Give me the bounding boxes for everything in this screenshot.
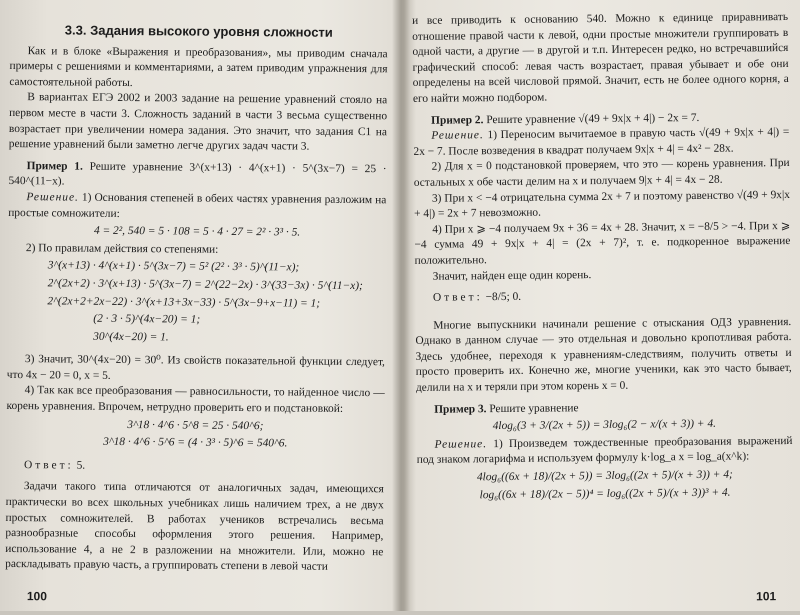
left-page: [5, 10, 388, 614]
answer-label: Ответ:: [23, 458, 74, 472]
solution-label: Решение.: [26, 191, 79, 204]
section-title: 3.3. Задания высокого уровня сложности: [64, 22, 333, 40]
formula-check-2: 3^18 · 4^6 · 5^6 = (4 · 3³ · 5)^6 = 540^6.: [103, 436, 288, 450]
example-1-task: [8, 159, 386, 193]
example-2-heading: Пример 2.: [431, 113, 484, 127]
formula-power-3: 2^(2x+2+2x−22) · 3^(x+13+3x−33) · 5^(3x−9+x−11) = 1;: [47, 294, 321, 310]
formula-power-5: 30^(4x−20) = 1.: [93, 330, 169, 344]
book-fold-shadow: [392, 0, 410, 611]
example-2-task-text: Решите уравнение √(49 + 9x|x + 4|) − 2x = 7.: [486, 111, 700, 126]
answer-value-2: −8/5; 0.: [485, 290, 522, 304]
formula-power-4: (2 · 3 · 5)^(4x−20) = 1;: [93, 312, 201, 326]
formula-check-1: 3^18 · 4^6 · 5^8 = 25 · 540^6;: [127, 418, 264, 432]
example-3-heading: Пример 3.: [434, 402, 487, 416]
solution-label-3: Решение.: [434, 438, 488, 451]
example-3-task: [416, 399, 792, 419]
answer-value: 5.: [76, 459, 86, 472]
right-page: [412, 10, 794, 615]
example-2-step-5: Значит, найден еще один корень.: [432, 268, 592, 283]
continuation-paragraph: и все приводить к основанию 540. Можно к единице приравнивать отношение правой части к левой, одни простые множители группировать в одной части, а другие — в другой и т.п. Интересен редко, но встречавшийся графический способ: левая часть возрастает, правая убывает и обе они определены на всей числовой прямой. Значит, есть не более одного корня, а его найти можно подбором.: [412, 10, 789, 105]
formula-power-1: 3^(x+13) · 4^(x+1) · 5^(3x−7) = 5² (2² · 3³ · 5)^(11−x);: [47, 259, 300, 274]
example-2-step-3: 3) При x < −4 отрицательна сумма 2x + 7 и поэтому равенство √(49 + 9x|x + 4|) = 2x + 7 невозможно.: [414, 188, 790, 221]
example-3-step-1: [416, 434, 792, 469]
example-2-step-2: 2) Для x = 0 подстановкой проверяем, что это — корень уравнения. При остальных x обе части делим на x и получаем 9|x + 4| = 4x − 28.: [413, 157, 790, 189]
answer-label-2: Ответ:: [432, 291, 483, 304]
solution-step-1-text: 1) Основания степеней в обеих частях уравнения разложим на простые сомножители:: [8, 191, 387, 220]
formula-power-2: 2^(2x+2) · 3^(x+13) · 5^(3x−7) = 2^(22−2x) · 3^(33−3x) · 5^(11−x);: [47, 277, 363, 292]
example-1-solution-step-1: [8, 190, 386, 224]
intro-paragraph-1: Как и в блоке «Выражения и преобразования», мы приводим сначала примеры с решениями и комментариями, а затем приводим упражнения для самостоятельной работы.: [9, 44, 388, 89]
formula-log-2: log₆((6x + 18)/(2x − 5))⁴ = log₆((2x + 5)/(x + 3))³ + 4.: [479, 486, 731, 501]
intro-paragraph-2: В вариантах ЕГЭ 2002 и 2003 задание на решение уравнений стояло на первом месте в части 3. Сложность заданий в части 3 весьма существенно возрастает при увеличении номера задания. Это значит, что задания С1 на решение уравнений были заметно легче других задач части 3.: [8, 91, 388, 153]
example-1-step-2: 2) По правилам действия со степенями:: [25, 241, 219, 256]
page-number-right: 101: [756, 589, 777, 604]
tail-paragraph: Задачи такого типа отличаются от аналогичных задач, имеющихся практически во всех школьных учебниках лишь наличием трех, а не двух простых сомножителей. В работах учеников встречались весьма разнообразные способы оформления этого решения. Например, использование 4, а не 2 в разложении на множители. Или, можно не раскладывать правую часть, а группировать степени в левой части: [5, 480, 384, 574]
example-3-step-1-text: 1) Произведем тождественные преобразования выражений под знаком логарифма и используем формулу k·log_a x = log_a(x^k):: [416, 434, 793, 467]
formula-example-3: 4log₆(3 + 3/(2x + 5)) = 3log₆(2 − x/(x + 3)) + 4.: [492, 418, 717, 433]
example-2-step-1: [413, 125, 789, 160]
formula-factorization: 4 = 2², 540 = 5 · 108 = 5 · 4 · 27 = 2² · 3³ · 5.: [93, 224, 301, 239]
example-2-step-1-text: 1) Переносим вычитаемое в правую часть √(49 + 9x|x + 4|) = 2x − 7. После возведения в квадрат получаем 9x|x + 4| = 4x² − 28x.: [413, 126, 790, 158]
example-1-step-4: 4) Так как все преобразования — равносильности, то найденное число — корень уравнения. Впрочем, нетрудно проверить его и подстановкой:: [6, 384, 385, 415]
odz-paragraph: Многие выпускники начинали решение с отыскания ОДЗ уравнения. Однако в данном случае — это отдельная и довольно кропотливая работа. Здесь удобнее, переходя к уравнениям-следствиям, получить ответы и просто проверить их. Конечно же, многие ученики, как это часто бывает, делили на x и теряли при этом корень x = 0.: [415, 315, 792, 394]
solution-label-2: Решение.: [431, 129, 484, 142]
example-1-task-text: Решите уравнение 3^(x+13) · 4^(x+1) · 5^(3x−7) = 25 · 540^(11−x).: [8, 160, 387, 188]
example-1-step-3: 3) Значит, 30^(4x−20) = 30⁰. Из свойств показательной функции следует, что 4x − 20 = 0, x = 5.: [6, 353, 385, 382]
example-1-heading: Пример 1.: [26, 159, 83, 173]
page-number-left: 100: [26, 589, 47, 604]
formula-log-1: 4log₆((6x + 18)/(2x + 5)) = 3log₆((2x + 5)/(x + 3)) + 4;: [476, 468, 733, 484]
example-2-step-4: 4) При x ⩾ −4 получаем 9x + 36 = 4x + 28. Значит, x = −8/5 > −4. При x ⩾ −4 сумма 49 + 9x|x + 4| = (2x + 7)², т. е. подкоренное выражение положительно.: [414, 219, 791, 267]
example-3-task-text: Решите уравнение: [489, 401, 579, 415]
